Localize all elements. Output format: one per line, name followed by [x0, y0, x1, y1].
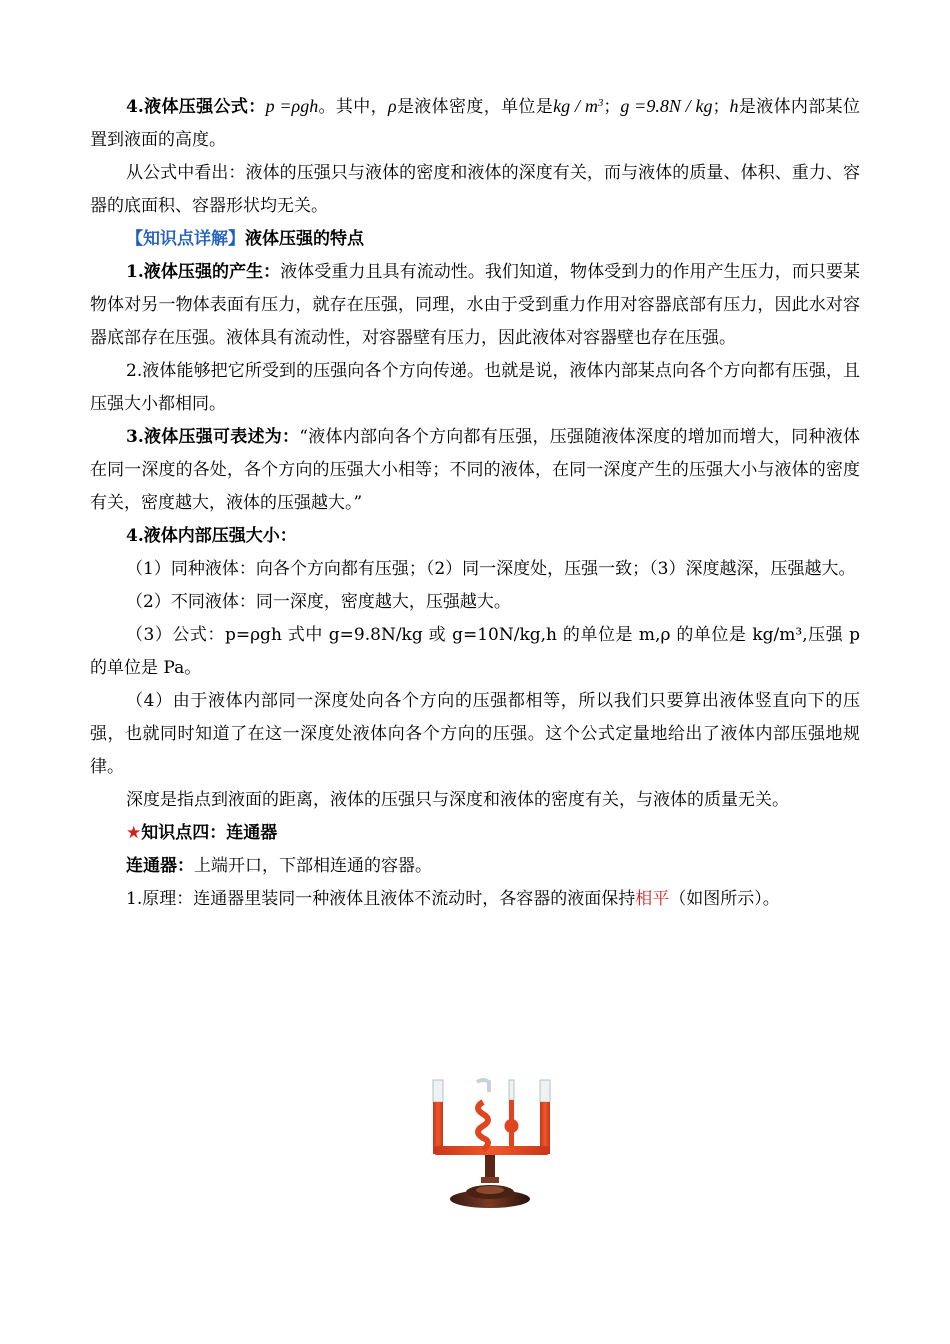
density-unit: kg / $m^3$ — [553, 96, 604, 116]
communicating-vessel-figure — [425, 1078, 555, 1213]
knowledge-title: 液体压强的特点 — [245, 229, 364, 249]
formula-sep-1: ； — [603, 97, 621, 117]
g-value: g =9.8N / kg — [620, 96, 713, 116]
formula-text-3: 是液体内部某位置到液面的高度。 — [90, 97, 860, 150]
section-4-title: 知识点四：连通器 — [141, 823, 278, 843]
point-2: 2.液体能够把它所受到的压强向各个方向传递。也就是说，液体内部某点向各个方向都有压强，且压强大小都相同。 — [90, 361, 860, 414]
section-4-heading — [90, 817, 860, 850]
formula-text-1: 。其中， — [318, 97, 388, 117]
point-3 — [90, 421, 860, 520]
principle-text-2: （如图所示）。 — [669, 889, 780, 909]
star-icon: ★ — [126, 823, 142, 843]
depth-note: 深度是指点到液面的距离，液体的压强只与深度和液体的密度有关，与液体的质量无关。 — [126, 790, 789, 810]
rho-symbol: ρ — [387, 96, 397, 116]
point-1-text: 液体受重力且具有流动性。我们知道，物体受到力的作用产生压力，而只要某物体对另一物体表面有压力，就存在压强，同理，水由于受到重力作用对容器底部有压力，因此水对容器底部存在压强。液体具有流动性，对容器壁有压力，因此液体对容器壁也存在压强。 — [90, 262, 861, 348]
connector-definition — [90, 850, 860, 883]
formula-sep-2: ； — [712, 97, 730, 117]
connector-text: 上端开口，下部相连通的容器。 — [194, 856, 432, 876]
point-4-item-4: （4）由于液体内部同一深度处向各个方向的压强都相等，所以我们只要算出液体竖直向下的压强，也就同时知道了在这一深度处液体向各个方向的压强。这个公式定量地给出了液体内部压强地规律。 — [90, 691, 860, 777]
document-page — [90, 90, 860, 916]
principle-text-1: 1.原理：连通器里装同一种液体且液体不流动时，各容器的液面保持 — [126, 889, 636, 909]
principle-paragraph — [90, 883, 860, 916]
point-4-item-2: （2）不同液体：同一深度，密度越大，压强越大。 — [126, 592, 511, 612]
h-symbol: h — [729, 96, 739, 116]
formula-note: 从公式中看出：液体的压强只与液体的密度和液体的深度有关，而与液体的质量、体积、重力、容器的底面积、容器形状均无关。 — [90, 163, 860, 216]
pressure-formula: p =ρgh — [265, 96, 319, 116]
formula-paragraph — [90, 90, 860, 157]
formula-text-2: 是液体密度，单位是 — [396, 97, 554, 117]
point-4-label: 4.液体内部压强大小： — [126, 526, 297, 546]
point-4-item-1: （1）同种液体：向各个方向都有压强；（2）同一深度处，压强一致；（3）深度越深，压强越大。 — [126, 559, 856, 579]
connector-label: 连通器： — [126, 856, 194, 876]
knowledge-tag: 【知识点详解】 — [126, 229, 245, 249]
principle-highlight: 相平 — [635, 889, 670, 909]
point-4-item-3: （3）公式：p=ρgh 式中 g=9.8N/kg 或 g=10N/kg,h 的单位是 m,ρ 的单位是 kg/m³,压强 p 的单位是 Pa。 — [90, 625, 860, 678]
formula-label: 4.液体压强公式： — [126, 97, 266, 117]
point-3-text: “液体内部向各个方向都有压强，压强随液体深度的增加而增大，同种液体在同一深度的各处，各个方向的压强大小相等；不同的液体，在同一深度产生的压强大小与液体的密度有关，密度越大，液体的压强越大。” — [90, 427, 860, 513]
knowledge-heading — [90, 223, 860, 256]
point-1 — [90, 256, 860, 355]
point-3-label: 3.液体压强可表述为： — [126, 427, 300, 447]
point-1-label: 1.液体压强的产生： — [126, 262, 281, 282]
